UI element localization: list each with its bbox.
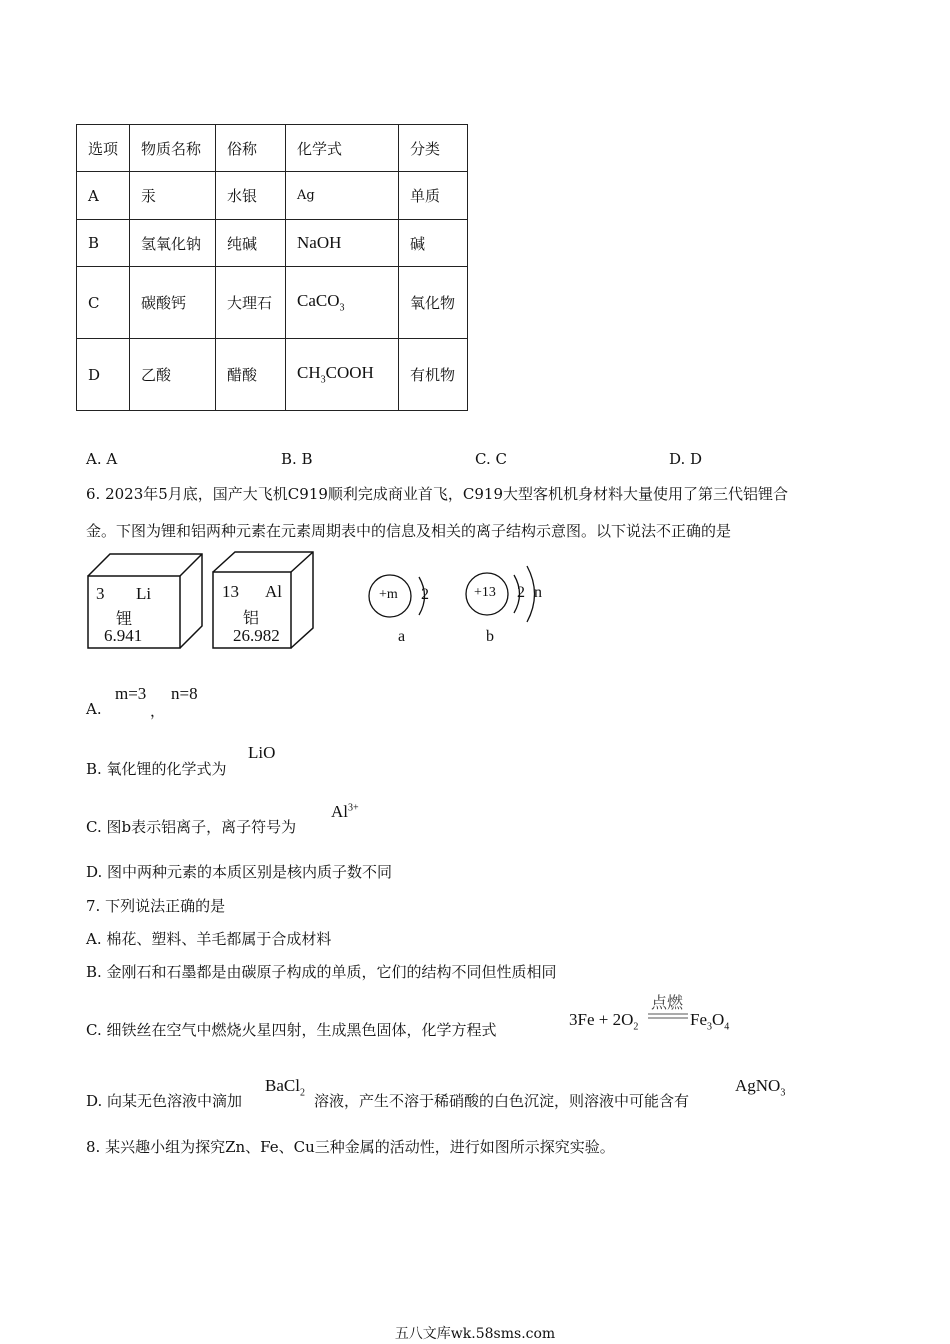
q6-option-c-symbol: $Al^{3+}$	[331, 802, 359, 821]
q5-choice-a[interactable]: A. A	[86, 450, 118, 468]
q7-option-c[interactable]: C. 细铁丝在空气中燃烧火星四射，生成黑色固体，化学方程式	[86, 1021, 497, 1039]
table-cell: C	[77, 267, 130, 339]
q5-choice-b[interactable]: B. B	[281, 450, 313, 468]
shell-b-electrons-1: 2	[517, 584, 525, 601]
q8-stem: 8. 某兴趣小组为探究Zn、Fe、Cu三种金属的活动性，进行如图所示探究实验。	[86, 1138, 615, 1156]
table-header: 化学式	[286, 125, 399, 172]
table-cell: 汞	[130, 172, 216, 220]
table-cell: 醋酸	[216, 339, 286, 411]
shell-a-electrons: 2	[421, 586, 429, 603]
table-row	[77, 267, 468, 339]
li-symbol: Li	[136, 584, 152, 603]
equation-condition: 点燃	[651, 993, 684, 1012]
table-cell: 有机物	[399, 339, 468, 411]
li-name: 锂	[116, 609, 133, 628]
table-cell: 氢氧化钠	[130, 220, 216, 267]
table-cell-formula: Ag	[286, 172, 399, 220]
table-cell: 乙酸	[130, 339, 216, 411]
q6-stem-line2: 金。下图为锂和铝两种元素在元素周期表中的信息及相关的离子结构示意图。以下说法不正确的是	[86, 522, 732, 540]
q6-option-a-m: m=3	[115, 684, 147, 703]
q5-choice-c[interactable]: C. C	[475, 450, 507, 468]
diagram-b-label: b	[486, 628, 494, 645]
table-cell-formula: $CH_3COOH$	[286, 339, 399, 411]
diagram-a-label: a	[398, 628, 406, 645]
table-row	[77, 220, 468, 267]
q7-option-d[interactable]: D. 向某无色溶液中滴加	[86, 1092, 243, 1110]
q6-option-a[interactable]: A.	[86, 700, 102, 718]
q7-option-b[interactable]: B. 金刚石和石墨都是由碳原子构成的单质，它们的结构不同但性质相同	[86, 963, 557, 981]
table-header: 分类	[399, 125, 468, 172]
equation-left: $3Fe + 2O_2$	[569, 1010, 639, 1033]
table-header: 俗称	[216, 125, 286, 172]
al-name: 铝	[243, 608, 260, 627]
q7-option-d-ion: AgNO$_3$	[735, 1076, 786, 1099]
q7-option-d-reagent: BaCl$_2$	[265, 1076, 305, 1099]
q6-option-a-n: n=8	[171, 684, 198, 703]
table-cell: 大理石	[216, 267, 286, 339]
table-row	[77, 339, 468, 411]
table-cell: 纯碱	[216, 220, 286, 267]
equation-right: $Fe_3O_4$	[690, 1010, 730, 1033]
shell-b-electrons-2: n	[534, 584, 542, 601]
table-cell: 碱	[399, 220, 468, 267]
q7-option-d-text2: 溶液，产生不溶于稀硝酸的白色沉淀，则溶液中可能含有	[314, 1092, 690, 1110]
table-cell: D	[77, 339, 130, 411]
table-cell: 水银	[216, 172, 286, 220]
q6-option-a-comma: ，	[150, 702, 166, 720]
footer-watermark: 五八文库wk.58sms.com	[394, 1326, 556, 1342]
al-atomic-mass: 26.982	[233, 626, 280, 645]
table-cell-formula: CaCO$_3$	[286, 267, 399, 339]
q5-choice-d[interactable]: D. D	[669, 450, 703, 468]
q6-option-d[interactable]: D. 图中两种元素的本质区别是核内质子数不同	[86, 863, 393, 881]
table-cell: 单质	[399, 172, 468, 220]
table-header: 选项	[77, 125, 130, 172]
table-row	[77, 172, 468, 220]
q6-stem-line1: 6. 2023年5月底，国产大飞机C919顺利完成商业首飞，C919大型客机机身材料大量使用了第三代铝锂合	[86, 485, 789, 503]
al-atomic-number: 13	[222, 582, 239, 601]
table-cell: 碳酸钙	[130, 267, 216, 339]
table-cell: 氧化物	[399, 267, 468, 339]
substance-table	[76, 124, 468, 411]
q7-stem: 7. 下列说法正确的是	[86, 897, 226, 915]
table-header: 物质名称	[130, 125, 216, 172]
q7-option-a[interactable]: A. 棉花、塑料、羊毛都属于合成材料	[86, 930, 332, 948]
table-header-row	[77, 125, 468, 172]
li-atomic-mass: 6.941	[104, 626, 143, 645]
nucleus-b-label: +13	[474, 585, 496, 600]
nucleus-a-label: +m	[379, 587, 398, 602]
al-symbol: Al	[265, 582, 282, 601]
q6-option-b-formula: LiO	[248, 743, 276, 762]
q6-option-c[interactable]: C. 图b表示铝离子，离子符号为	[86, 818, 297, 836]
q6-option-b[interactable]: B. 氧化锂的化学式为	[86, 760, 227, 778]
li-atomic-number: 3	[96, 584, 105, 603]
table-cell: A	[77, 172, 130, 220]
table-cell-formula: NaOH	[286, 220, 399, 267]
equation-equals-sign	[648, 1012, 690, 1022]
table-cell: B	[77, 220, 130, 267]
